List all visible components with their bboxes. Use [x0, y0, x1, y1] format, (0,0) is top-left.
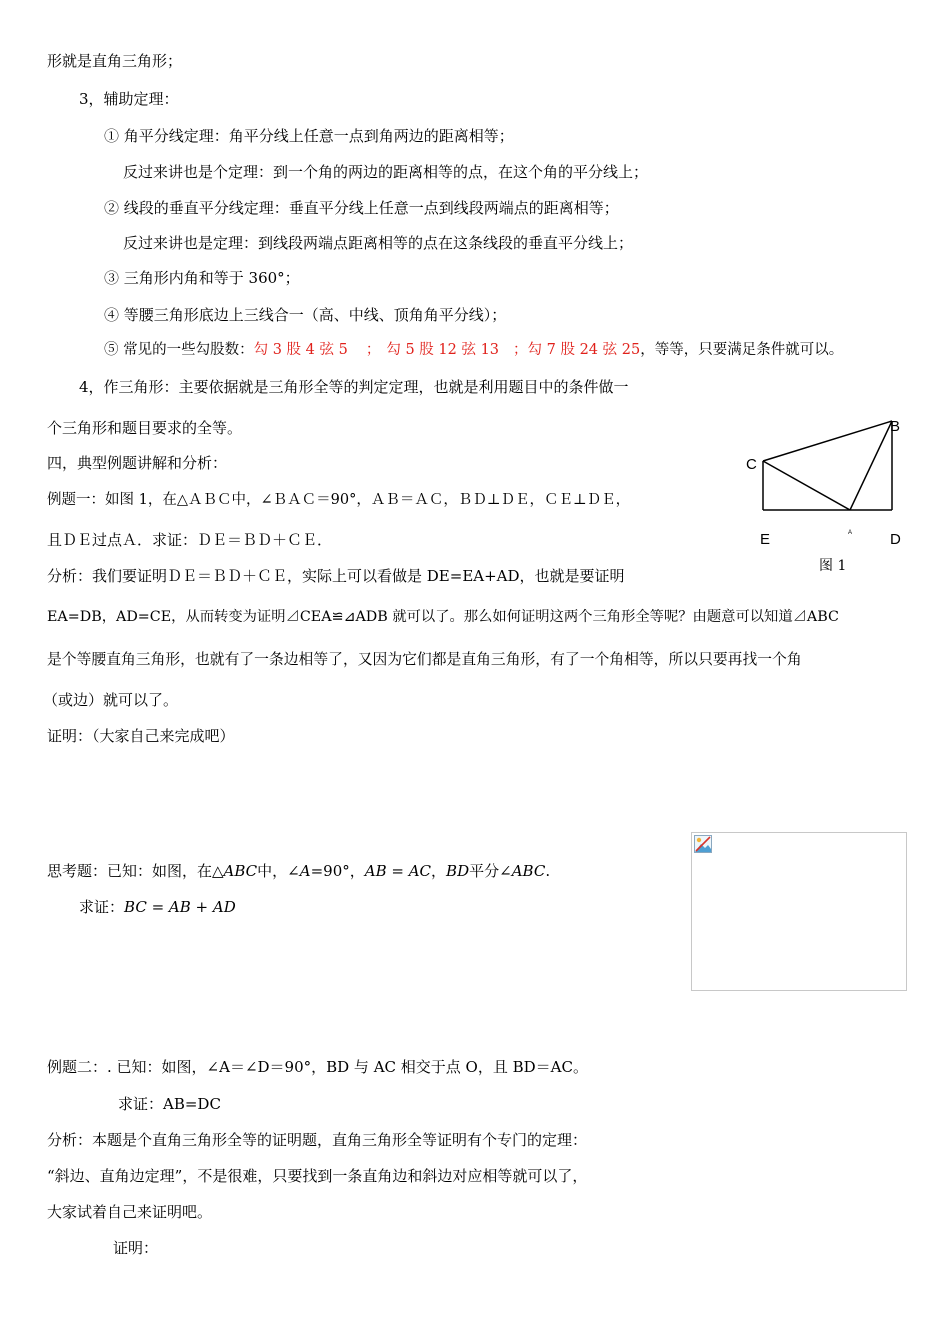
text-line: EA=DB，AD=CE，从而转变为证明⊿CEA≌⊿ADB 就可以了。那么如何证明这两个三角形全等呢？由题意可以知道⊿ABC — [47, 609, 839, 625]
text-run: 求证： — [79, 898, 125, 916]
figure-1 — [740, 408, 910, 578]
text-line: ③ 三角形内角和等于 360°； — [104, 269, 300, 287]
text-line: “斜边、直角边定理”，不是很难，只要找到一条直角边和斜边对应相等就可以了， — [47, 1167, 588, 1185]
example-2-goal: 求证：AB=DC — [118, 1095, 221, 1113]
math-var: AB — [168, 898, 191, 916]
text-line: 反过来讲也是定理：到线段两端点距离相等的点在这条线段的垂直平分线上； — [123, 234, 634, 252]
text-run: ， — [431, 862, 447, 880]
text-run: + — [190, 898, 213, 916]
label-A: A — [848, 530, 853, 536]
exercise-goal — [79, 897, 236, 917]
text-line: 形就是直角三角形； — [47, 52, 183, 70]
example-1-goal: 且ＤＥ过点Ａ．求证：ＤＥ＝ＢＤ＋ＣＥ． — [47, 531, 333, 549]
section-heading: 四，典型例题讲解和分析： — [47, 454, 228, 472]
text-line: 4，作三角形：主要依据就是三角形全等的判定定理，也就是利用题目中的条件做一 — [79, 378, 629, 396]
text-run: ⑤ 常见的一些勾股数： — [104, 342, 254, 358]
example-1-statement: 例题一：如图 1，在△ＡＢＣ中，∠ＢＡＣ＝90°，ＡＢ＝ＡＣ，ＢＤ⊥ＤＥ，ＣＥ⊥ＤＥ， — [47, 492, 631, 508]
text-run: = — [386, 862, 409, 880]
text-line: 大家试着自己来证明吧。 — [47, 1203, 213, 1221]
pythagorean-triples-line — [104, 340, 843, 360]
segment-CA — [763, 461, 850, 510]
example-2-statement: 例题二：. 已知：如图，∠A＝∠D＝90°，BD 与 AC 相交于点 O，且 BD＝AC。 — [47, 1058, 588, 1076]
text-line: 证明：（大家自己来完成吧） — [47, 727, 235, 745]
math-var: AD — [212, 898, 236, 916]
text-line: 分析：本题是个直角三角形全等的证明题，直角三角形全等证明有个专门的定理： — [47, 1131, 588, 1149]
text-line: ① 角平分线定理：角平分线上任意一点到角两边的距离相等； — [104, 127, 514, 145]
text-run: ，等等，只要满足条件就可以。 — [640, 342, 844, 358]
triple-5-12-13: 勾 5 股 12 弦 13 — [386, 342, 500, 358]
math-var: AB — [364, 862, 387, 880]
text-line: 是个等腰直角三角形，也就有了一条边相等了，又因为它们都是直角三角形，有了一个角相等，所以只要再找一个角 — [47, 651, 802, 668]
broken-image-icon — [694, 835, 712, 853]
math-var: BD — [446, 862, 470, 880]
label-B: B — [890, 418, 901, 435]
text-line: ② 线段的垂直平分线定理：垂直平分线上任意一点到线段两端点的距离相等； — [104, 199, 619, 217]
text-run: = — [146, 898, 169, 916]
text-line: 分析：我们要证明ＤＥ＝ＢＤ＋ＣＥ，实际上可以看做是 DE=EA+AD，也就是要证明 — [47, 567, 625, 585]
text-run: =90°， — [310, 862, 365, 880]
text-run: 中，∠ — [257, 862, 300, 880]
math-var: BC — [124, 898, 147, 916]
label-E: E — [760, 531, 771, 548]
label-D: D — [890, 531, 901, 548]
math-var: AC — [408, 862, 432, 880]
text-line: 证明： — [113, 1239, 159, 1257]
math-var: ABC — [511, 862, 546, 880]
segment-CB — [763, 421, 892, 461]
text-line: 反过来讲也是个定理：到一个角的两边的距离相等的点，在这个角的平分线上； — [123, 163, 649, 181]
text-line: 3，辅助定理： — [79, 90, 179, 108]
math-var: ABC — [223, 862, 258, 880]
text-run: . — [545, 862, 551, 880]
triple-3-4-5: 勾 3 股 4 弦 5 — [253, 342, 348, 358]
text-line: （或边）就可以了。 — [43, 691, 179, 709]
missing-image-placeholder — [691, 832, 907, 991]
text-line: ④ 等腰三角形底边上三线合一（高、中线、顶角角平分线）； — [104, 306, 507, 324]
exercise-statement — [47, 861, 550, 881]
triple-7-24-25: ；勾 7 股 24 弦 25 — [513, 342, 641, 358]
segment-AB — [850, 421, 892, 510]
separator: ； — [365, 342, 381, 358]
text-run: 平分∠ — [469, 862, 512, 880]
label-C: C — [746, 456, 757, 473]
text-run: 思考题：已知：如图，在△ — [47, 862, 224, 880]
math-var: A — [299, 862, 311, 880]
figure-caption: 图 1 — [819, 558, 847, 574]
text-line: 个三角形和题目要求的全等。 — [47, 419, 243, 437]
